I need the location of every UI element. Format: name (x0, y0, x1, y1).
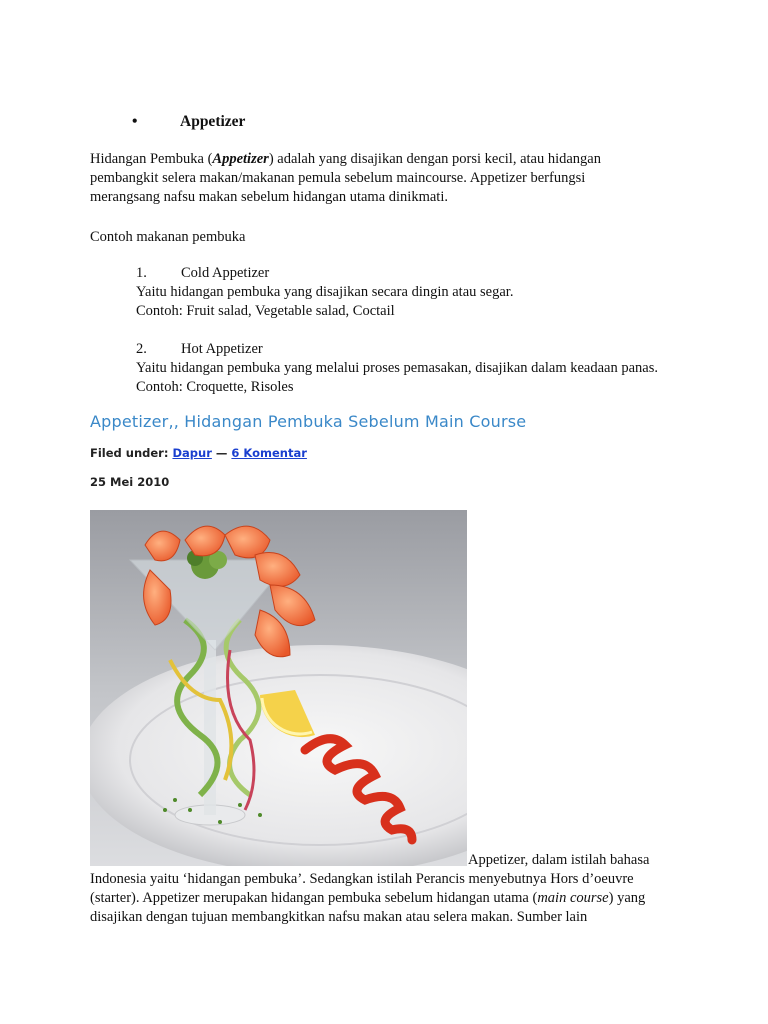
meta-separator: — (215, 446, 228, 460)
examples-label: Contoh makanan pembuka (90, 229, 246, 245)
list-title: Hot Appetizer (181, 341, 263, 357)
list-example: Contoh: Croquette, Risoles (136, 379, 294, 395)
appetizer-emphasis: Appetizer (212, 151, 269, 167)
appetizer-photo (90, 510, 467, 866)
intro-line-1 (90, 150, 650, 169)
article-body (90, 851, 680, 927)
list-description: Yaitu hidangan pembuka yang disajikan secara dingin atau segar. (136, 284, 514, 300)
list-number: 1. (136, 265, 147, 281)
post-date: 25 Mei 2010 (90, 475, 170, 489)
list-number: 2. (136, 341, 147, 357)
list-example: Contoh: Fruit salad, Vegetable salad, Coctail (136, 303, 395, 319)
article-text: ) yang (608, 890, 646, 906)
list-description: Yaitu hidangan pembuka yang melalui proses pemasakan, disajikan dalam keadaan panas. (136, 360, 658, 376)
section-heading (132, 112, 245, 131)
article-line-2: Indonesia yaitu ‘hidangan pembuka’. Sedangkan istilah Perancis menyebutnya Hors d’oeuvre (90, 871, 634, 887)
intro-line-2: pembangkit selera makan/makanan pemula sebelum maincourse. Appetizer berfungsi (90, 170, 586, 186)
intro-line-3: merangsang nafsu makan sebelum hidangan utama dinikmati. (90, 189, 448, 205)
intro-text: ) adalah yang disajikan dengan porsi kecil, atau hidangan (268, 151, 601, 167)
shrimp-cocktail-image (90, 510, 467, 866)
bullet: • (132, 113, 138, 130)
main-course-emphasis: main course (537, 890, 609, 906)
article-text: (starter). Appetizer merupakan hidangan pembuka sebelum hidangan utama ( (90, 890, 538, 906)
article-text: Appetizer, dalam istilah bahasa (468, 852, 650, 868)
intro-paragraph (90, 150, 650, 207)
filed-under-label: Filed under: (90, 446, 169, 460)
post-meta (90, 446, 307, 460)
article-line-1 (90, 851, 680, 870)
category-link[interactable]: Dapur (172, 446, 212, 460)
post-title: Appetizer,, Hidangan Pembuka Sebelum Main Course (90, 412, 527, 431)
list-item (136, 264, 696, 321)
list-title: Cold Appetizer (181, 265, 270, 281)
comments-link[interactable]: 6 Komentar (231, 446, 307, 460)
list-item (136, 340, 696, 397)
article-line-3 (90, 889, 680, 908)
intro-text: Hidangan Pembuka ( (90, 151, 213, 167)
heading-text: Appetizer (180, 113, 246, 130)
article-line-4: disajikan dengan tujuan membangkitkan nafsu makan atau selera makan. Sumber lain (90, 909, 588, 925)
